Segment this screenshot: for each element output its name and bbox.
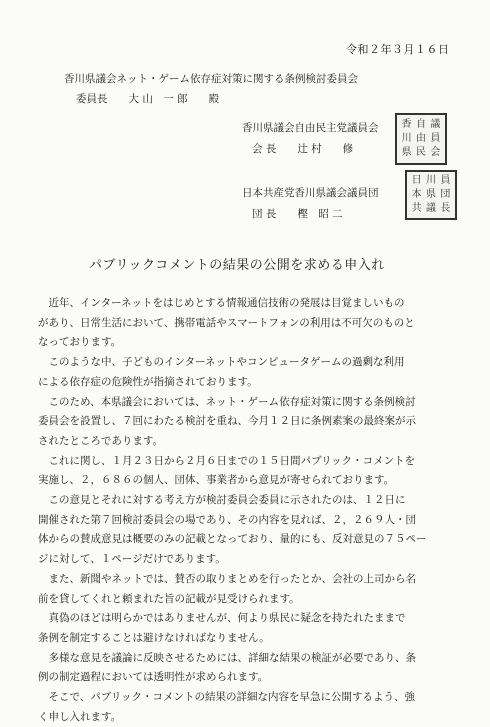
document-date: 令和２年３月１６日 [346,43,450,56]
seal-glyph: 川 [425,175,436,187]
seal-glyph: 員 [440,175,451,187]
body-line: があり、日常生活において、携帯電話やスマートフォンの利用は不可欠のものと [38,316,415,329]
seal-glyph: 自 [415,118,426,130]
body-line: このため、本県議会においては、ネット・ゲーム依存症対策に関する条例検討 [38,395,416,408]
body-line: 近年、インターネットをはじめとする情報通信技術の発展は目覚ましいもの [38,297,405,309]
body-line: 委員会を設置し、７回にわたる検討を重ね、今月１２日に条例素案の最終案が示 [38,415,416,428]
body-line: 体からの賛成意見は概要のみの記載となっており、量的にも、反対意見の７５ペー [38,533,427,546]
addressee-chair: 委員長 大 山 一 郎 殿 [76,93,220,105]
seal-glyph: 由 [415,132,426,144]
body-line: による依存症の危険性が指摘されております。 [38,375,258,388]
body-line: そこで、パブリック・コメントの結果の詳細な内容を早急に公開するよう、強 [38,691,415,704]
seal-glyph: 川 [401,132,412,144]
seal-glyph: 香 [401,118,412,130]
seal-glyph: 共 [411,202,422,214]
document-title: パブリックコメントの結果の公開を求める申入れ [89,258,385,273]
body-line: この意見とそれに対する考え方が検討委員会委員に示されたのは、１２日に [38,494,406,507]
body-line: されたところであります。 [38,434,164,447]
seal-glyph: 県 [425,188,436,200]
sender-leader-ldp: 会 長 辻 村 修 [252,143,354,155]
seal-glyph: 民 [415,147,426,159]
seal-glyph: 県 [401,147,412,159]
body-line: ジに対して、１ページだけであります。 [38,553,226,566]
seal-stamp-jcp [405,170,457,220]
body-line: 真偽のほどは明らかではありませんが、何より県民に疑念を持たれたままで [38,612,406,625]
seal-glyph: 日 [411,175,422,187]
seal-stamp-ldp [395,113,447,165]
body-line: これに関し、１月２３日から２月６日までの１５日間パブリック・コメントを [38,454,416,467]
body-line: 前を貸してくれと頼まれた旨の記載が見受けられます。 [38,592,300,605]
body-line: また、新聞やネットでは、賛否の取りまとめを行ったとか、会社の上司から名 [38,572,416,585]
seal-glyph: 長 [440,202,451,214]
body-line: 例の制定過程においては透明性が求められます。 [38,671,269,684]
body-line: なっております。 [38,336,122,349]
seal-glyph: 団 [440,188,451,200]
body-line: このような中、子どものインターネットやコンピュータゲームの過剰な利用 [38,356,405,369]
body-line: 多様な意見を議論に反映させるためには、詳細な結果の検証が必要であり、条 [38,651,416,664]
sender-org-jcp: 日本共産党香川県議会議員団 [242,187,379,199]
seal-glyph: 議 [430,118,441,130]
seal-glyph: 会 [430,147,441,159]
sender-leader-jcp: 団 長 樫 昭 二 [252,208,343,220]
body-line: 実施し、２，６８６の個人、団体、事業者から意見が寄せられております。 [38,474,395,487]
body-line: 条例を制定することは避けなければなりません。 [38,631,270,644]
document-body [38,294,468,727]
seal-glyph: 議 [425,202,436,214]
body-line: 開催された第７回検討委員会の場であり、その内容を見れば、２，２６９人・団 [38,513,416,526]
sender-org-ldp: 香川県議会自由民主党議員会 [242,122,379,134]
seal-glyph: 員 [430,132,441,144]
seal-glyph: 本 [411,188,422,200]
body-line: く申し入れます。 [38,710,122,723]
addressee-committee: 香川県議会ネット・ゲーム依存症対策に関する条例検討委員会 [64,73,358,85]
